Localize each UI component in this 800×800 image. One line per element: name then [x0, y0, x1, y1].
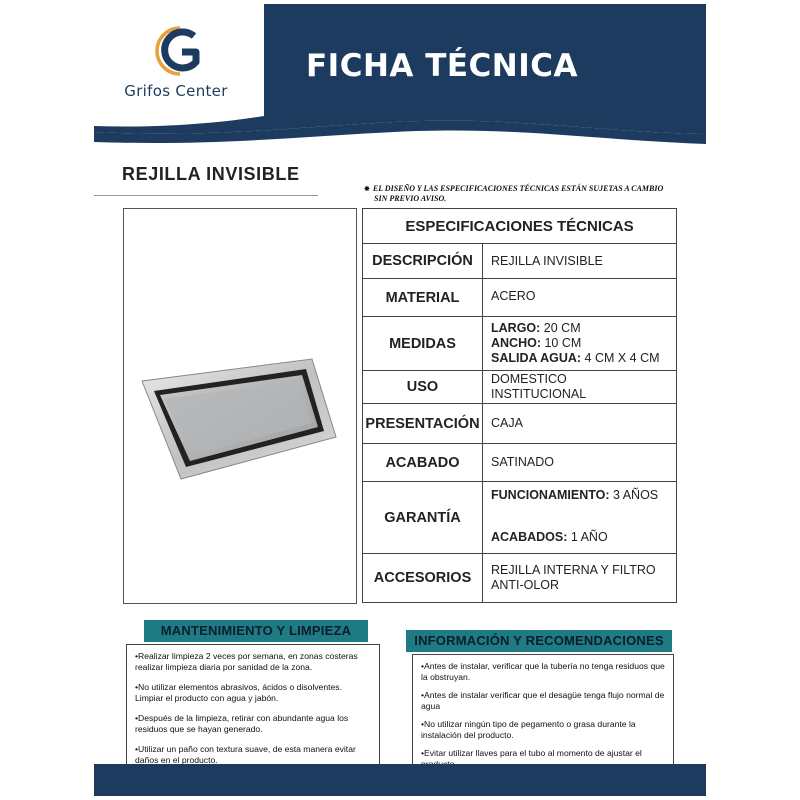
list-item: •Antes de instalar verificar que el desagüe tenga flujo normal de agua — [421, 690, 665, 711]
row-label-accesorios: ACCESORIOS — [363, 554, 483, 603]
table-row — [363, 404, 677, 444]
list-item: •Antes de instalar, verificar que la tubería no tenga residuos que la obstruyan. — [421, 661, 665, 682]
footer-bar — [94, 764, 706, 796]
row-label-presentacion: PRESENTACIÓN — [363, 404, 483, 444]
table-row — [363, 279, 677, 317]
star-bullet-icon: ✸ — [364, 185, 370, 193]
page-title: FICHA TÉCNICA — [306, 48, 578, 84]
table-row — [363, 444, 677, 482]
maintenance-list — [127, 645, 379, 765]
list-item: •No utilizar ningún tipo de pegamento o grasa durante la instalación del producto. — [421, 719, 636, 740]
row-value-presentacion: CAJA — [483, 404, 677, 444]
recommendations-box — [412, 654, 674, 766]
title-divider — [94, 195, 318, 196]
list-item: •Realizar limpieza 2 veces por semana, en zonas costeras realizar limpieza diaria por sanidad de la zona. — [135, 651, 358, 672]
recommendations-heading: INFORMACIÓN Y RECOMENDACIONES — [406, 630, 672, 652]
table-row — [363, 244, 677, 279]
spec-table-header: ESPECIFICACIONES TÉCNICAS — [363, 209, 677, 244]
product-title: REJILLA INVISIBLE — [122, 164, 300, 184]
row-value-accesorios: REJILLA INTERNA Y FILTRO ANTI-OLOR — [483, 554, 677, 603]
spec-table — [362, 208, 677, 603]
table-row — [363, 554, 677, 603]
list-item: •Utilizar un paño con textura suave, de esta manera evitar daños en el producto. — [135, 744, 356, 765]
list-item: •Evitar utilizar llaves para el tubo al momento de ajustar el — [421, 748, 642, 758]
list-item: •Después de la limpieza, retirar con abundante agua los residuos que se hayan generado. — [135, 713, 349, 734]
drain-grate-image — [124, 209, 358, 605]
row-label-garantia: GARANTÍA — [363, 482, 483, 554]
spec-table-header-row — [363, 209, 677, 244]
row-label-uso: USO — [363, 371, 483, 404]
spec-sheet-page — [94, 4, 706, 796]
row-label-material: MATERIAL — [363, 279, 483, 317]
brand-logo — [100, 18, 252, 118]
grifos-center-logo-icon — [150, 24, 210, 78]
row-value-descripcion: REJILLA INVISIBLE — [483, 244, 677, 279]
maintenance-heading: MANTENIMIENTO Y LIMPIEZA — [144, 620, 368, 642]
row-label-descripcion: DESCRIPCIÓN — [363, 244, 483, 279]
disclaimer-line-2: SIN PREVIO AVISO. — [374, 194, 447, 203]
disclaimer-note — [364, 184, 674, 203]
row-value-acabado: SATINADO — [483, 444, 677, 482]
table-row — [363, 317, 677, 371]
row-value-medidas: LARGO: 20 CM ANCHO: 10 CM SALIDA AGUA: 4 CM X 4 CM — [483, 317, 677, 371]
product-image-frame — [123, 208, 357, 604]
row-value-garantia: FUNCIONAMIENTO: 3 AÑOS ACABADOS: 1 AÑO — [483, 482, 677, 554]
disclaimer-line-1: EL DISEÑO Y LAS ESPECIFICACIONES TÉCNICAS ESTÁN SUJETAS A CAMBIO — [372, 184, 664, 193]
row-label-medidas: MEDIDAS — [363, 317, 483, 371]
row-label-acabado: ACABADO — [363, 444, 483, 482]
row-value-material: ACERO — [483, 279, 677, 317]
table-row — [363, 482, 677, 554]
brand-name: Grifos Center — [124, 82, 228, 100]
row-value-uso: DOMESTICO INSTITUCIONAL — [483, 371, 677, 404]
maintenance-box — [126, 644, 380, 766]
table-row — [363, 371, 677, 404]
list-item: •No utilizar elementos abrasivos, ácidos o disolventes. Limpiar el producto con agua y jabón. — [135, 682, 342, 703]
